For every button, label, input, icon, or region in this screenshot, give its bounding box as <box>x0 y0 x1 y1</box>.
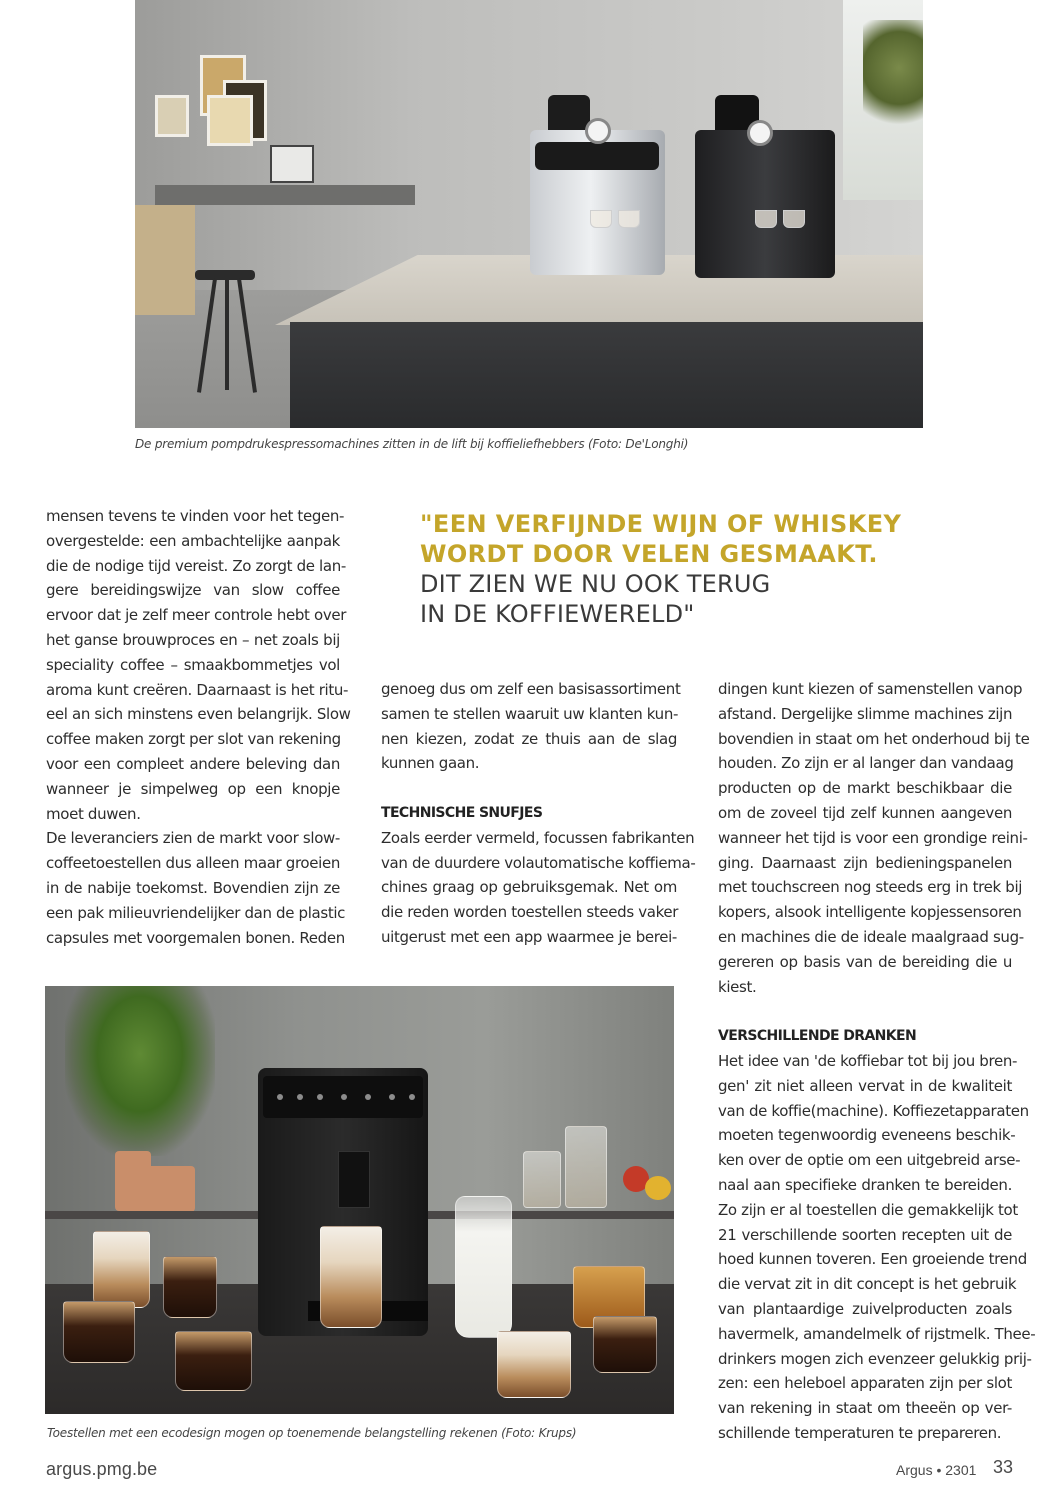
text-line: gen' zit niet alleen vervat in de kwaliteit <box>718 1076 1012 1095</box>
text-line: wanneer je simpelweg op een knopje <box>46 779 340 798</box>
text-line: van plantaardige zuivelproducten zoals <box>718 1299 1012 1318</box>
text-line: chines graag op gebruiksgemak. Net om <box>381 878 677 897</box>
text-line: hoed kunnen toveren. Een groeiende trend <box>718 1250 1027 1269</box>
pull-quote-light-line: DIT ZIEN WE NU OOK TERUG <box>420 570 771 598</box>
text-line: van de koffie(machine). Koffiezetapparaten <box>718 1101 1029 1120</box>
text-line: ken over de optie om een uitgebreid arse- <box>718 1151 1021 1170</box>
footer-issue: Argus • 2301 <box>896 1462 977 1478</box>
text-line: om de zoveel tijd zelf kunnen aangeven <box>718 803 1012 822</box>
text-line: het ganse brouwproces en – net zoals bij <box>46 630 340 649</box>
text-line: drinkers mogen zich evenzeer gelukkig prij- <box>718 1349 1032 1368</box>
photo-caption-top: De premium pompdrukespressomachines zitten in de lift bij koffieliefhebbers (Foto: De'Longhi) <box>135 437 689 451</box>
text-line: Zo zijn er al toestellen die gemakkelijk tot <box>718 1200 1018 1219</box>
text-line: Het idee van 'de koffiebar tot bij jou bren- <box>718 1051 1018 1070</box>
section-heading-verschillende-dranken: VERSCHILLENDE DRANKEN <box>718 1028 917 1045</box>
text-line: uitgerust met een app waarmee je berei- <box>381 927 677 946</box>
article-column-3 <box>718 677 1036 1446</box>
text-line: nen kiezen, zodat ze thuis aan de slag <box>381 729 677 748</box>
text-line: in de nabije toekomst. Bovendien zijn ze <box>46 878 340 897</box>
text-line: samen te stellen waaruit uw klanten kun- <box>381 704 679 723</box>
text-line: en machines die de ideale maalgraad sug- <box>718 927 1024 946</box>
text-line: wanneer het tijd is voor een grondige reini- <box>718 828 1028 847</box>
pull-quote-strong-line: "EEN VERFIJNDE WIJN OF WHISKEY <box>420 510 902 538</box>
text-line: moeten tegenwoordig eveneens beschik- <box>718 1126 1016 1145</box>
text-line: naal aan specifieke dranken te bereiden. <box>718 1175 1012 1194</box>
text-line: van rekening in staat om theeën op ver- <box>718 1399 1012 1418</box>
page-number: 33 <box>993 1457 1014 1477</box>
text-line: Zoals eerder vermeld, focussen fabrikanten <box>381 828 695 847</box>
text-line: kunnen gaan. <box>381 754 480 773</box>
pull-quote-strong-line: WORDT DOOR VELEN GESMAAKT. <box>420 540 878 568</box>
text-line: De leveranciers zien de markt voor slow- <box>46 829 340 848</box>
text-line: ervoor dat je zelf meer controle hebt over <box>46 606 347 625</box>
text-line: met touchscreen nog steeds erg in trek bij <box>718 878 1023 897</box>
text-line: kiest. <box>718 977 757 996</box>
text-line: producten op de markt beschikbaar die <box>718 779 1012 798</box>
text-line: die vervat zit in dit concept is het gebruik <box>718 1275 1017 1294</box>
text-line: mensen tevens te vinden voor het tegen- <box>46 507 345 525</box>
photo-caption-bottom: Toestellen met een ecodesign mogen op toenemende belangstelling rekenen (Foto: Krups) <box>47 1426 577 1440</box>
article-column-2 <box>381 677 696 950</box>
text-line: gere bereidingswijze van slow coffee <box>46 581 340 600</box>
text-line: dingen kunt kiezen of samenstellen vanop <box>718 680 1023 698</box>
text-line: speciality coffee – smaakbommetjes vol <box>46 655 340 674</box>
text-line: houden. Zo zijn er al langer dan vandaag <box>718 754 1014 773</box>
pull-quote <box>420 509 1020 629</box>
text-line: moet duwen. <box>46 804 141 823</box>
text-line: havermelk, amandelmelk of rijstmelk. Thee- <box>718 1324 1036 1343</box>
text-line: coffee maken zorgt per slot van rekening <box>46 730 341 749</box>
text-line: afstand. Dergelijke slimme machines zijn <box>718 704 1013 723</box>
text-line: gereren op basis van de bereiding die u <box>718 952 1012 971</box>
text-line: zen: een heleboel apparaten zijn per slot <box>718 1374 1012 1393</box>
text-line: eel an sich minstens even belangrijk. Slow <box>46 705 351 724</box>
text-line: kopers, alsook intelligente kopjessensoren <box>718 903 1022 922</box>
text-line: schillende temperaturen te prepareren. <box>718 1423 1002 1442</box>
text-line: 21 verschillende soorten recepten uit de <box>718 1225 1012 1244</box>
text-line: voor een compleet andere beleving dan <box>46 754 340 773</box>
text-line: een pak milieuvriendelijker dan de plastic <box>46 903 346 922</box>
section-heading-technische-snufjes: TECHNISCHE SNUFJES <box>381 804 543 821</box>
text-line: overgestelde: een ambachtelijke aanpak <box>46 531 340 550</box>
pull-quote-light-line: IN DE KOFFIEWERELD" <box>420 600 695 628</box>
article-column-1 <box>46 504 351 950</box>
photo-krups-machine <box>45 986 674 1414</box>
footer-website: argus.pmg.be <box>46 1459 158 1479</box>
text-line: aroma kunt creëren. Daarnaast is het ritu- <box>46 680 349 699</box>
text-line: die reden worden toestellen steeds vaker <box>381 903 679 922</box>
text-line: coffeetoestellen dus alleen maar groeien <box>46 854 340 873</box>
text-line: ging. Daarnaast zijn bedieningspanelen <box>718 853 1012 872</box>
photo-espresso-machines <box>135 0 923 428</box>
text-line: bovendien in staat om het onderhoud bij te <box>718 729 1030 748</box>
text-line: die de nodige tijd vereist. Zo zorgt de lan- <box>46 556 346 575</box>
text-line: capsules met voorgemalen bonen. Reden <box>46 928 345 947</box>
text-line: van de duurdere volautomatische koffiema- <box>381 853 696 872</box>
text-line: genoeg dus om zelf een basisassortiment <box>381 680 681 698</box>
